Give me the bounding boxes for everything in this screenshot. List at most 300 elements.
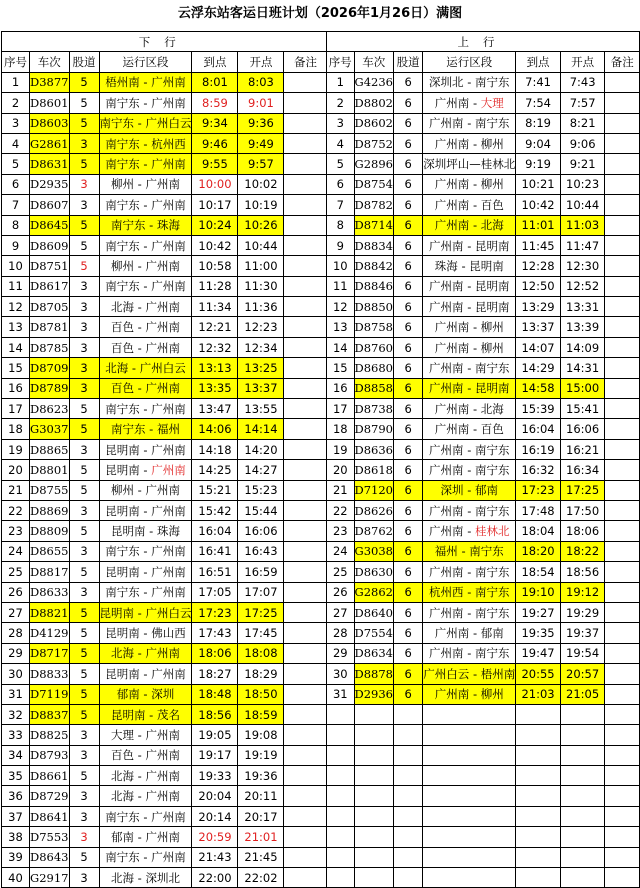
track-number: 3 [69, 317, 99, 337]
remarks-cell [605, 195, 640, 215]
track-number: 6 [394, 174, 423, 194]
remarks-cell [284, 378, 327, 398]
remarks-cell [284, 582, 327, 602]
row-index: 1 [327, 72, 355, 92]
route-section: 南宁东 - 广州南 [99, 276, 192, 296]
departure-time: 21:45 [238, 847, 284, 867]
col-header-departure: 开点 [560, 52, 605, 72]
table-row [327, 684, 640, 704]
arrival-time: 14:07 [516, 337, 561, 357]
train-number: D7553 [30, 827, 70, 847]
empty-row [327, 847, 640, 867]
empty-cell [354, 704, 394, 724]
route-section: 南宁东 - 杭州西 [99, 133, 192, 153]
row-index: 39 [2, 847, 30, 867]
arrival-time: 19:33 [192, 766, 238, 786]
page-title: 云浮东站客运日班计划（2026年1月26日）满图 [177, 6, 463, 21]
route-section: 柳州 - 广州南 [99, 480, 192, 500]
departure-time: 13:31 [560, 297, 605, 317]
route-section: 广州南 - 百色 [423, 419, 516, 439]
track-number: 3 [69, 337, 99, 357]
arrival-time: 9:34 [192, 113, 238, 133]
remarks-cell [284, 235, 327, 255]
route-section: 百色 - 广州南 [99, 745, 192, 765]
remarks-cell [284, 766, 327, 786]
table-row [2, 725, 327, 745]
track-number: 6 [394, 521, 423, 541]
table-row [327, 215, 640, 235]
departure-time: 12:30 [560, 256, 605, 276]
empty-cell [327, 868, 355, 888]
departure-time: 19:12 [560, 582, 605, 602]
route-destination: 广州南 [151, 462, 186, 477]
track-number: 5 [69, 460, 99, 480]
track-number: 3 [69, 195, 99, 215]
table-row [2, 297, 327, 317]
track-number: 5 [69, 623, 99, 643]
arrival-time: 18:20 [516, 541, 561, 561]
table-row [2, 358, 327, 378]
departure-time: 22:02 [238, 868, 284, 888]
empty-cell [560, 806, 605, 826]
remarks-cell [284, 847, 327, 867]
arrival-time: 16:19 [516, 439, 561, 459]
empty-cell [423, 786, 516, 806]
departure-time: 7:43 [560, 72, 605, 92]
departure-time: 10:26 [238, 215, 284, 235]
departure-time: 11:30 [238, 276, 284, 296]
row-index: 26 [2, 582, 30, 602]
empty-cell [560, 745, 605, 765]
remarks-cell [284, 725, 327, 745]
train-number: D8850 [354, 297, 394, 317]
track-number: 6 [394, 602, 423, 622]
empty-cell [516, 725, 561, 745]
arrival-time: 7:41 [516, 72, 561, 92]
table-row [2, 745, 327, 765]
arrival-time: 16:32 [516, 460, 561, 480]
train-number: G2896 [354, 154, 394, 174]
departure-time: 16:06 [560, 419, 605, 439]
arrival-time: 19:35 [516, 623, 561, 643]
remarks-cell [605, 623, 640, 643]
route-section: 广州南 - 南宁东 [423, 562, 516, 582]
track-number: 6 [394, 297, 423, 317]
train-number: D3877 [30, 72, 70, 92]
arrival-time: 18:48 [192, 684, 238, 704]
arrival-time: 17:43 [192, 623, 238, 643]
departure-time: 18:56 [560, 562, 605, 582]
route-section: 大理 - 广州南 [99, 725, 192, 745]
track-number: 5 [69, 215, 99, 235]
empty-cell [560, 786, 605, 806]
empty-cell [516, 704, 561, 724]
empty-cell [423, 847, 516, 867]
table-row [327, 664, 640, 684]
row-index: 30 [2, 664, 30, 684]
row-index: 32 [2, 704, 30, 724]
empty-cell [560, 868, 605, 888]
route-section: 南宁东 - 广州南 [99, 582, 192, 602]
row-index: 11 [327, 276, 355, 296]
route-section: 昆明南 - 茂名 [99, 704, 192, 724]
arrival-time: 14:25 [192, 460, 238, 480]
route-origin: 昆明南 - [105, 462, 152, 477]
remarks-cell [605, 439, 640, 459]
row-index: 19 [327, 439, 355, 459]
column-header-row [327, 52, 640, 72]
empty-cell [605, 868, 640, 888]
train-number: D2935 [30, 174, 70, 194]
row-index: 23 [327, 521, 355, 541]
route-section: 百色 - 广州南 [99, 337, 192, 357]
col-header-remarks: 备注 [605, 52, 640, 72]
departure-time: 20:57 [560, 664, 605, 684]
row-index: 33 [2, 725, 30, 745]
arrival-time: 18:56 [192, 704, 238, 724]
train-number: D8717 [30, 643, 70, 663]
route-section: 广州南 - 南宁东 [423, 460, 516, 480]
route-section: 南宁东 - 广州南 [99, 93, 192, 113]
arrival-time: 18:06 [192, 643, 238, 663]
track-number: 5 [69, 113, 99, 133]
row-index: 8 [327, 215, 355, 235]
table-row [327, 500, 640, 520]
row-index: 15 [2, 358, 30, 378]
table-row [2, 235, 327, 255]
remarks-cell [284, 562, 327, 582]
route-section: 南宁东 - 珠海 [99, 215, 192, 235]
arrival-time: 21:03 [516, 684, 561, 704]
track-number: 3 [69, 868, 99, 888]
route-destination: 桂林北 [475, 524, 510, 539]
remarks-cell [605, 317, 640, 337]
arrival-time: 11:34 [192, 297, 238, 317]
empty-cell [354, 786, 394, 806]
route-section: 南宁东 - 广州白云 [99, 113, 192, 133]
route-section: 深圳 - 郁南 [423, 480, 516, 500]
train-number: G3037 [30, 419, 70, 439]
departure-time: 8:21 [560, 113, 605, 133]
row-index: 37 [2, 806, 30, 826]
empty-cell [327, 806, 355, 826]
arrival-time: 8:19 [516, 113, 561, 133]
remarks-cell [284, 72, 327, 92]
remarks-cell [284, 541, 327, 561]
row-index: 22 [327, 500, 355, 520]
table-row [327, 133, 640, 153]
track-number: 5 [69, 704, 99, 724]
train-number: D8609 [30, 235, 70, 255]
row-index: 34 [2, 745, 30, 765]
remarks-cell [284, 419, 327, 439]
table-row [2, 521, 327, 541]
empty-cell [354, 745, 394, 765]
col-header-route: 运行区段 [423, 52, 516, 72]
route-section: 昆明南 - 广州白云 [99, 602, 192, 622]
arrival-time: 11:45 [516, 235, 561, 255]
empty-row [327, 827, 640, 847]
arrival-time: 9:46 [192, 133, 238, 153]
row-index: 31 [2, 684, 30, 704]
row-index: 16 [327, 378, 355, 398]
route-section [99, 460, 192, 480]
table-row [2, 582, 327, 602]
table-row [2, 154, 327, 174]
empty-cell [516, 847, 561, 867]
remarks-cell [605, 337, 640, 357]
arrival-time: 19:10 [516, 582, 561, 602]
empty-cell [354, 725, 394, 745]
departure-time: 17:45 [238, 623, 284, 643]
table-row [327, 358, 640, 378]
arrival-time: 10:42 [516, 195, 561, 215]
arrival-time: 10:58 [192, 256, 238, 276]
departure-time: 17:25 [560, 480, 605, 500]
train-number: D7554 [354, 623, 394, 643]
table-row [327, 602, 640, 622]
departure-time: 9:49 [238, 133, 284, 153]
table-row [2, 460, 327, 480]
empty-cell [327, 704, 355, 724]
train-number: D8640 [354, 602, 394, 622]
remarks-cell [605, 643, 640, 663]
track-number: 5 [69, 664, 99, 684]
train-number: D8833 [30, 664, 70, 684]
train-number: D8680 [354, 358, 394, 378]
arrival-time: 16:41 [192, 541, 238, 561]
table-row [2, 664, 327, 684]
departure-time: 10:02 [238, 174, 284, 194]
remarks-cell [284, 337, 327, 357]
empty-cell [394, 704, 423, 724]
row-index: 7 [327, 195, 355, 215]
route-section: 昆明南 - 珠海 [99, 521, 192, 541]
arrival-time: 18:27 [192, 664, 238, 684]
remarks-cell [605, 684, 640, 704]
row-index: 21 [327, 480, 355, 500]
row-index: 12 [2, 297, 30, 317]
arrival-time: 19:05 [192, 725, 238, 745]
remarks-cell [605, 541, 640, 561]
table-row [327, 276, 640, 296]
route-section: 南宁东 - 广州南 [99, 154, 192, 174]
table-row [2, 317, 327, 337]
route-section: 南宁东 - 广州南 [99, 847, 192, 867]
table-row [2, 480, 327, 500]
empty-row [327, 725, 640, 745]
departure-time: 9:57 [238, 154, 284, 174]
track-number: 5 [69, 419, 99, 439]
departure-time: 8:03 [238, 72, 284, 92]
row-index: 17 [327, 399, 355, 419]
table-row [2, 704, 327, 724]
row-index: 38 [2, 827, 30, 847]
row-index: 24 [2, 541, 30, 561]
arrival-time: 9:19 [516, 154, 561, 174]
arrival-time: 13:37 [516, 317, 561, 337]
track-number: 6 [394, 623, 423, 643]
route-section: 深圳北 - 南宁东 [423, 72, 516, 92]
departure-time: 19:29 [560, 602, 605, 622]
remarks-cell [284, 602, 327, 622]
remarks-cell [284, 317, 327, 337]
arrival-time: 10:21 [516, 174, 561, 194]
col-header-train: 车次 [30, 52, 70, 72]
table-row [2, 684, 327, 704]
empty-cell [560, 847, 605, 867]
row-index: 24 [327, 541, 355, 561]
row-index: 35 [2, 766, 30, 786]
train-number: D8789 [30, 378, 70, 398]
route-section: 广州南 - 南宁东 [423, 500, 516, 520]
remarks-cell [605, 480, 640, 500]
row-index: 1 [2, 72, 30, 92]
arrival-time: 8:59 [192, 93, 238, 113]
remarks-cell [284, 664, 327, 684]
row-index: 9 [327, 235, 355, 255]
route-section: 柳州 - 广州南 [99, 174, 192, 194]
train-number: D8607 [30, 195, 70, 215]
train-number: D8705 [30, 297, 70, 317]
empty-cell [605, 847, 640, 867]
table-row [327, 378, 640, 398]
track-number: 3 [69, 378, 99, 398]
remarks-cell [284, 745, 327, 765]
departure-time: 10:44 [560, 195, 605, 215]
row-index: 28 [2, 623, 30, 643]
arrival-time: 12:50 [516, 276, 561, 296]
train-number: D8825 [30, 725, 70, 745]
departure-time: 17:25 [238, 602, 284, 622]
remarks-cell [284, 460, 327, 480]
route-section: 广州南 - 南宁东 [423, 439, 516, 459]
remarks-cell [605, 297, 640, 317]
empty-cell [605, 827, 640, 847]
train-number: D8801 [30, 460, 70, 480]
empty-cell [516, 806, 561, 826]
table-row [327, 521, 640, 541]
remarks-cell [284, 174, 327, 194]
remarks-cell [284, 399, 327, 419]
route-section: 广州南 - 柳州 [423, 684, 516, 704]
departure-time: 15:44 [238, 500, 284, 520]
empty-cell [516, 868, 561, 888]
track-number: 6 [394, 154, 423, 174]
route-section: 北海 - 广州白云 [99, 358, 192, 378]
route-section: 昆明南 - 佛山西 [99, 623, 192, 643]
arrival-time: 15:21 [192, 480, 238, 500]
train-number: D8760 [354, 337, 394, 357]
track-number: 6 [394, 378, 423, 398]
table-row [327, 582, 640, 602]
remarks-cell [284, 786, 327, 806]
empty-cell [423, 725, 516, 745]
table-row [2, 399, 327, 419]
train-number: D2936 [354, 684, 394, 704]
departure-time: 13:25 [238, 358, 284, 378]
track-number: 5 [69, 847, 99, 867]
track-number: 5 [69, 643, 99, 663]
table-row [327, 399, 640, 419]
route-section [423, 521, 516, 541]
remarks-cell [284, 623, 327, 643]
route-section: 南宁东 - 广州南 [99, 399, 192, 419]
train-number: D8633 [30, 582, 70, 602]
track-number: 5 [69, 766, 99, 786]
departure-time: 19:37 [560, 623, 605, 643]
remarks-cell [284, 93, 327, 113]
track-number: 3 [69, 827, 99, 847]
row-index: 16 [2, 378, 30, 398]
table-row [2, 806, 327, 826]
train-number: D8821 [30, 602, 70, 622]
table-row [327, 113, 640, 133]
train-number: D8603 [30, 113, 70, 133]
remarks-cell [284, 806, 327, 826]
table-row [2, 623, 327, 643]
table-row [327, 317, 640, 337]
departure-time: 19:36 [238, 766, 284, 786]
track-number: 5 [69, 480, 99, 500]
train-number: D8661 [30, 766, 70, 786]
row-index: 5 [327, 154, 355, 174]
train-number: D8758 [354, 317, 394, 337]
route-section: 广州南 - 南宁东 [423, 602, 516, 622]
table-row [327, 235, 640, 255]
table-row [327, 541, 640, 561]
remarks-cell [605, 276, 640, 296]
empty-cell [516, 766, 561, 786]
col-header-arrival: 到点 [516, 52, 561, 72]
track-number: 5 [69, 154, 99, 174]
table-row [2, 643, 327, 663]
table-row [2, 439, 327, 459]
route-section: 深圳坪山—桂林北 [423, 154, 516, 174]
row-index: 4 [327, 133, 355, 153]
row-index: 12 [327, 297, 355, 317]
track-number: 6 [394, 317, 423, 337]
route-destination: 大理 [480, 95, 504, 110]
track-number: 6 [394, 439, 423, 459]
track-number: 6 [394, 541, 423, 561]
remarks-cell [605, 460, 640, 480]
row-index: 10 [327, 256, 355, 276]
route-section: 广州南 - 昆明南 [423, 297, 516, 317]
train-number: D8793 [30, 745, 70, 765]
departure-time: 18:59 [238, 704, 284, 724]
arrival-time: 13:29 [516, 297, 561, 317]
remarks-cell [605, 664, 640, 684]
train-number: D8842 [354, 256, 394, 276]
table-row [327, 623, 640, 643]
route-section: 广州南 - 北海 [423, 399, 516, 419]
empty-cell [423, 827, 516, 847]
row-index: 30 [327, 664, 355, 684]
departure-time: 14:31 [560, 358, 605, 378]
track-number: 6 [394, 215, 423, 235]
arrival-time: 15:39 [516, 399, 561, 419]
arrival-time: 13:35 [192, 378, 238, 398]
arrival-time: 10:24 [192, 215, 238, 235]
remarks-cell [605, 133, 640, 153]
remarks-cell [605, 93, 640, 113]
departure-time: 21:05 [560, 684, 605, 704]
table-row [327, 174, 640, 194]
row-index: 27 [327, 602, 355, 622]
arrival-time: 7:54 [516, 93, 561, 113]
table-row [327, 195, 640, 215]
